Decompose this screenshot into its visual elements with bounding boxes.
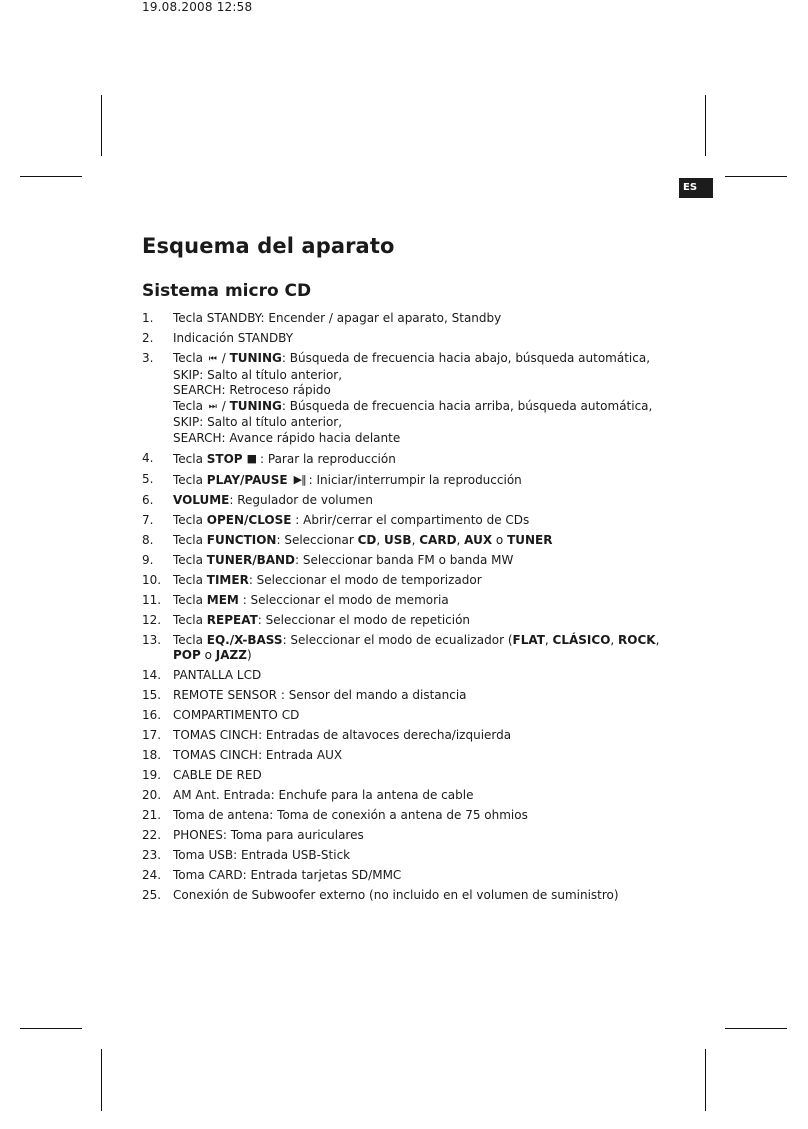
key-name: TUNING (229, 398, 282, 413)
option-name: TUNER (507, 532, 553, 547)
item-text: Tecla (173, 632, 207, 647)
list-item (142, 331, 722, 347)
item-text: PANTALLA LCD (173, 668, 262, 682)
list-item (142, 311, 722, 327)
separator: o (200, 648, 216, 662)
language-tab: ES (679, 178, 713, 198)
item-text: Tecla (173, 451, 207, 466)
item-number: 13. (142, 632, 162, 647)
separator: o (492, 532, 508, 547)
item-text: : Abrir/cerrar el compartimento de CDs (291, 512, 530, 527)
item-text: SEARCH: Retroceso rápido (173, 383, 331, 397)
item-number: 8. (142, 532, 154, 547)
item-text: Indicación STANDBY (173, 331, 294, 345)
item-number: 15. (142, 688, 162, 702)
item-number: 3. (142, 351, 154, 365)
list-item (142, 533, 722, 549)
item-text: : Búsqueda de frecuencia hacia arriba, búsqueda automática, (281, 398, 653, 413)
item-text: : Parar la reproducción (260, 451, 396, 466)
section-subtitle: Sistema micro CD (142, 281, 312, 301)
list-item (142, 573, 722, 589)
skip-back-icon: ⏮ (208, 354, 216, 364)
list-item (142, 888, 722, 904)
separator: , (655, 632, 660, 647)
item-text: Tecla (173, 612, 207, 627)
item-text: TOMAS CINCH: Entradas de altavoces derecha/izquierda (173, 728, 512, 742)
skip-forward-icon: ⏭ (208, 401, 216, 412)
key-name: FUNCTION (206, 532, 277, 547)
option-name: POP (173, 648, 201, 662)
item-number: 2. (142, 331, 154, 345)
list-item (142, 868, 722, 884)
list-item (142, 848, 722, 864)
item-number: 17. (142, 728, 162, 742)
list-item (142, 708, 722, 724)
option-name: CD (357, 532, 377, 547)
item-text: : Búsqueda de frecuencia hacia abajo, búsqueda automática, (281, 351, 651, 365)
crop-mark-bottom-left-vertical (101, 1049, 102, 1111)
item-number: 18. (142, 748, 162, 762)
key-name: PLAY/PAUSE (206, 472, 288, 487)
stop-icon: ■ (246, 451, 257, 465)
item-text: Tecla (173, 552, 207, 567)
crop-mark-top-right-vertical (705, 95, 706, 156)
item-text: REMOTE SENSOR : Sensor del mando a distancia (173, 688, 467, 702)
item-number: 9. (142, 552, 154, 567)
list-item (142, 788, 722, 804)
item-text: TOMAS CINCH: Entrada AUX (173, 748, 343, 762)
key-name: TUNER/BAND (206, 552, 296, 567)
item-text: : Seleccionar (276, 532, 358, 547)
list-item (142, 472, 722, 489)
item-text: SEARCH: Avance rápido hacia delante (173, 430, 401, 445)
list-item (142, 493, 722, 509)
list-item (142, 668, 722, 684)
option-name: JAZZ (215, 648, 247, 662)
list-item (142, 768, 722, 784)
list-item (142, 633, 722, 664)
crop-mark-top-left-vertical (101, 95, 102, 156)
key-name: MEM (206, 592, 239, 607)
key-name: OPEN/CLOSE (206, 512, 292, 527)
separator: , (411, 532, 420, 547)
item-text: Tecla STANDBY: Encender / apagar el aparato, Standby (173, 311, 502, 325)
item-text: Tecla (173, 398, 207, 413)
item-number: 10. (142, 572, 162, 587)
item-number: 12. (142, 612, 162, 627)
item-text: : Regulador de volumen (229, 492, 373, 507)
item-text: : Iniciar/interrumpir la reproducción (308, 472, 522, 487)
item-number: 4. (142, 450, 154, 465)
crop-mark-bottom-left-horizontal (20, 1028, 82, 1029)
list-item (142, 513, 722, 529)
item-text: : Seleccionar el modo de temporizador (248, 572, 482, 587)
separator: , (456, 532, 465, 547)
item-number: 14. (142, 668, 162, 682)
item-text: : Seleccionar banda FM o banda MW (295, 552, 514, 567)
item-text: PHONES: Toma para auriculares (173, 828, 364, 842)
key-name: REPEAT (206, 612, 258, 627)
list-item (142, 748, 722, 764)
item-number: 22. (142, 828, 162, 842)
item-number: 5. (142, 471, 154, 486)
item-text: : Seleccionar el modo de ecualizador ( (282, 632, 513, 647)
list-item (142, 451, 722, 468)
item-text: Tecla (173, 592, 207, 607)
item-text: CABLE DE RED (173, 768, 262, 782)
item-number: 24. (142, 868, 162, 882)
item-text: AM Ant. Entrada: Enchufe para la antena de cable (173, 788, 474, 802)
item-text: SKIP: Salto al título anterior, (173, 415, 343, 429)
key-name: VOLUME (173, 492, 230, 507)
key-name: TIMER (206, 572, 249, 587)
item-text: Tecla (173, 512, 207, 527)
item-text: Toma USB: Entrada USB-Stick (173, 848, 351, 862)
item-number: 23. (142, 848, 162, 862)
item-number: 20. (142, 788, 162, 802)
crop-mark-top-left-horizontal (20, 176, 82, 177)
option-name: AUX (464, 532, 493, 547)
option-name: USB (384, 532, 412, 547)
item-text: Tecla (173, 572, 207, 587)
item-text: Toma CARD: Entrada tarjetas SD/MMC (173, 868, 402, 882)
item-text: / (217, 398, 230, 413)
item-text: Conexión de Subwoofer externo (no incluido en el volumen de suministro) (173, 888, 619, 902)
item-number: 6. (142, 492, 154, 507)
item-text: Tecla (173, 351, 207, 365)
list-item (142, 613, 722, 629)
item-number: 16. (142, 708, 162, 722)
list-item (142, 828, 722, 844)
item-number: 25. (142, 888, 162, 902)
item-text: SKIP: Salto al título anterior, (173, 367, 343, 382)
crop-mark-top-right-horizontal (725, 176, 787, 177)
page-title: Esquema del aparato (142, 234, 395, 258)
separator: , (544, 632, 553, 647)
item-text: / (217, 351, 230, 365)
key-name: EQ./X-BASS (206, 632, 283, 647)
list-item (142, 728, 722, 744)
option-name: FLAT (512, 632, 545, 647)
item-text: : Seleccionar el modo de repetición (257, 612, 471, 627)
print-timestamp: 19.08.2008 12:58 (142, 0, 253, 14)
separator: , (610, 632, 619, 647)
item-text: Tecla (173, 532, 207, 547)
item-text: : Seleccionar el modo de memoria (238, 592, 449, 607)
separator: , (376, 532, 385, 547)
list-item (142, 593, 722, 609)
option-name: CLÁSICO (552, 632, 611, 647)
component-list (142, 311, 722, 908)
key-name: TUNING (229, 351, 282, 365)
list-item (142, 688, 722, 704)
item-number: 1. (142, 311, 154, 325)
option-name: CARD (419, 532, 457, 547)
option-name: ROCK (618, 632, 656, 647)
item-number: 21. (142, 808, 162, 822)
list-item (142, 808, 722, 824)
item-number: 11. (142, 592, 162, 607)
item-number: 19. (142, 768, 162, 782)
list-item (142, 553, 722, 569)
crop-mark-bottom-right-vertical (705, 1049, 706, 1111)
item-text: Tecla (173, 472, 207, 487)
play-pause-icon: ▶‖ (293, 472, 306, 486)
item-text: COMPARTIMENTO CD (173, 708, 300, 722)
key-name: STOP (206, 451, 243, 466)
list-item (142, 351, 722, 446)
item-text: Toma de antena: Toma de conexión a antena de 75 ohmios (173, 808, 528, 822)
item-number: 7. (142, 512, 154, 527)
crop-mark-bottom-right-horizontal (725, 1028, 787, 1029)
separator: ) (246, 648, 252, 662)
